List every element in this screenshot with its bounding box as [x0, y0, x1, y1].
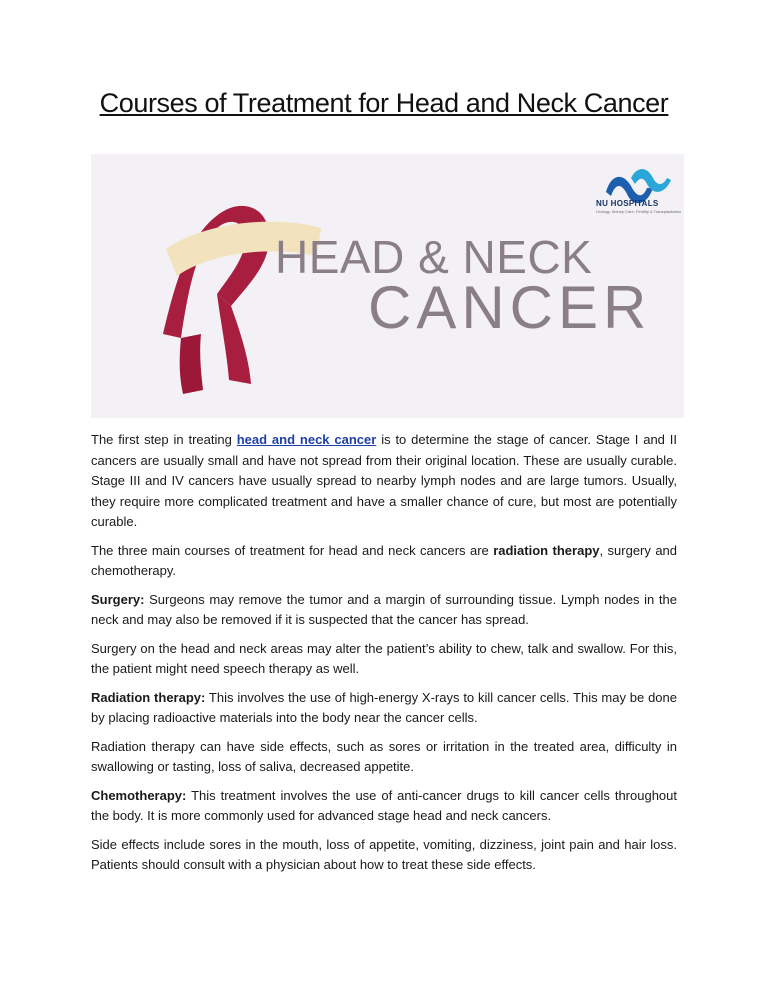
bold-label: Radiation therapy:	[91, 689, 206, 705]
page-title: Courses of Treatment for Head and Neck Cancer	[99, 88, 669, 118]
text-span: Surgeons may remove the tumor and a margin of surrounding tissue. Lymph nodes in the neck and may also be removed if it is suspected that the cancer has spread.	[91, 591, 677, 627]
text-span: is to determine the stage of cancer. Stage I and II cancers are usually small and have not spread from their original location. These are usually curable. Stage III and IV cancers have usually spread to nearby lymph nodes and are large tumors. Usually, they require more complicated treatment and have a smaller chance of cure, but most are potentially curable.	[91, 432, 678, 529]
article-body	[91, 430, 677, 884]
banner-image	[91, 154, 684, 418]
paragraph-side-effects: Side effects include sores in the mouth, loss of appetite, vomiting, dizziness, joint pain and hair loss. Patients should consult with a physician about how to treat these side effects.	[91, 836, 677, 872]
text-span: This involves the use of high-energy X-rays to kill cancer cells. This may be done by placing radioactive materials into the body near the cancer cells.	[91, 689, 678, 725]
text-span: The three main courses of treatment for head and neck cancers are	[91, 542, 494, 558]
paragraph-surgery-effects: Surgery on the head and neck areas may alter the patient’s ability to chew, talk and swallow. For this, the patient might need speech therapy as well.	[91, 640, 677, 676]
paragraph-staging	[91, 430, 677, 533]
bold-label: Surgery:	[91, 591, 145, 607]
paragraph-surgery	[91, 590, 677, 631]
bold-text: radiation therapy	[493, 542, 600, 558]
paragraph-treatments	[91, 541, 677, 582]
paragraph-radiation	[91, 688, 677, 729]
banner-headline-2: CANCER	[368, 274, 652, 341]
text-span: , surgery and chemotherapy.	[91, 542, 678, 578]
text-span: The first step in treating	[91, 432, 237, 447]
head-and-neck-cancer-link[interactable]: head and neck cancer	[236, 432, 377, 447]
logo-tagline: Urology, Kidney Care, Fertility & Transplantation	[596, 209, 682, 214]
banner-headline-1: HEAD & NECK	[275, 231, 593, 283]
bold-label: Chemotherapy:	[91, 787, 187, 803]
logo-name: NU HOSPITALS	[596, 199, 659, 208]
text-span: This treatment involves the use of anti-cancer drugs to kill cancer cells throughout the body. It is more commonly used for advanced stage head and neck cancers.	[91, 787, 677, 823]
paragraph-radiation-effects: Radiation therapy can have side effects, such as sores or irritation in the treated area, difficulty in swallowing or tasting, loss of saliva, decreased appetite.	[91, 738, 677, 774]
paragraph-chemotherapy	[91, 786, 677, 827]
